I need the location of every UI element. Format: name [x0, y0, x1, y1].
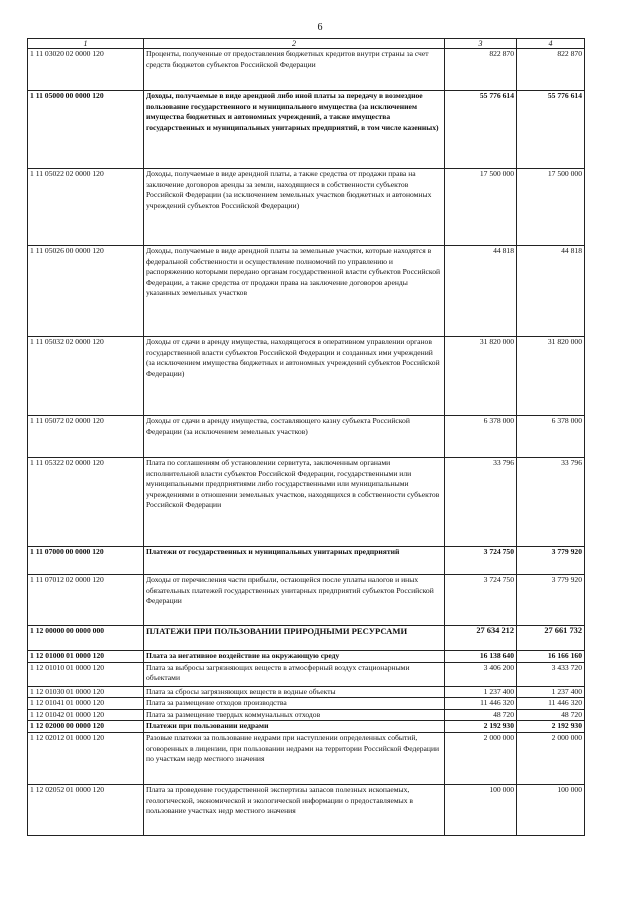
amount-column-3-cell: 3 724 750 [445, 547, 517, 575]
amount-column-4-cell: 11 446 320 [517, 698, 585, 710]
table-row [28, 246, 585, 337]
description-cell: Разовые платежи за пользование недрами при наступлении определенных событий, оговоренных в лицензии, при пользовании недрами на территории Российской Федерации по участкам недр местного значения [144, 732, 445, 784]
table-row [28, 91, 585, 169]
table-row [28, 662, 585, 686]
amount-column-3-cell: 3 724 750 [445, 575, 517, 626]
amount-column-4-cell: 55 776 614 [517, 91, 585, 169]
description-cell: ПЛАТЕЖИ ПРИ ПОЛЬЗОВАНИИ ПРИРОДНЫМИ РЕСУРСАМИ [144, 626, 445, 651]
budget-code-cell: 1 12 01041 01 0000 120 [28, 698, 144, 710]
amount-column-4-cell: 31 820 000 [517, 337, 585, 416]
amount-column-4-cell: 44 818 [517, 246, 585, 337]
budget-code-cell: 1 11 05026 00 0000 120 [28, 246, 144, 337]
column-number-1: 1 [28, 39, 144, 49]
description-cell: Плата по соглашениям об установлении сервитута, заключенным органами исполнительной власти субъектов Российской Федерации, государственными или муниципальными предприятиями либо государственными или муниципальными учреждениями в отношении земельных участков, находящихся в собственности субъектов Российской Федерации [144, 458, 445, 547]
table-row [28, 458, 585, 547]
description-cell: Плата за проведение государственной экспертизы запасов полезных ископаемых, геологической, экономической и экологической информации о предоставляемых в пользование участках недр местного значения [144, 784, 445, 835]
table-row [28, 575, 585, 626]
budget-code-cell: 1 11 05072 02 0000 120 [28, 416, 144, 458]
table-header-row [28, 39, 585, 49]
budget-code-cell: 1 12 01010 01 0000 120 [28, 662, 144, 686]
budget-code-cell: 1 11 05000 00 0000 120 [28, 91, 144, 169]
table-row [28, 337, 585, 416]
table-row [28, 626, 585, 651]
amount-column-3-cell: 822 870 [445, 49, 517, 91]
table-row [28, 784, 585, 835]
amount-column-4-cell: 33 796 [517, 458, 585, 547]
budget-code-cell: 1 11 07012 02 0000 120 [28, 575, 144, 626]
amount-column-4-cell: 822 870 [517, 49, 585, 91]
amount-column-3-cell: 44 818 [445, 246, 517, 337]
amount-column-3-cell: 33 796 [445, 458, 517, 547]
amount-column-4-cell: 27 661 732 [517, 626, 585, 651]
amount-column-3-cell: 2 192 930 [445, 721, 517, 733]
description-cell: Доходы, получаемые в виде арендной платы, а также средства от продажи права на заключение договоров аренды за земли, находящиеся в собственности субъектов Российской Федерации (за исключением земельных участков бюджетных и автономных учреждений субъектов Российской Федерации) [144, 169, 445, 246]
budget-code-cell: 1 11 05022 02 0000 120 [28, 169, 144, 246]
amount-column-4-cell: 2 000 000 [517, 732, 585, 784]
description-cell: Доходы, получаемые в виде арендной платы за земельные участки, которые находятся в федеральной собственности и осуществление полномочий по управлению и распоряжению которыми передано органам государственной власти субъектов Российской Федерации, а также средства от продажи права на заключение договоров аренды указанных земельных участков [144, 246, 445, 337]
table-row [28, 651, 585, 663]
budget-code-cell: 1 12 01030 01 0000 120 [28, 686, 144, 698]
description-cell: Плата за выбросы загрязняющих веществ в атмосферный воздух стационарными объектами [144, 662, 445, 686]
budget-code-cell: 1 11 07000 00 0000 120 [28, 547, 144, 575]
budget-code-cell: 1 12 02012 01 0000 120 [28, 732, 144, 784]
table-row [28, 721, 585, 733]
amount-column-4-cell: 48 720 [517, 709, 585, 721]
amount-column-4-cell: 16 166 160 [517, 651, 585, 663]
column-number-3: 3 [445, 39, 517, 49]
description-cell: Плата за сбросы загрязняющих веществ в водные объекты [144, 686, 445, 698]
budget-code-cell: 1 12 02052 01 0000 120 [28, 784, 144, 835]
description-cell: Плата за негативное воздействие на окружающую среду [144, 651, 445, 663]
budget-code-cell: 1 11 05322 02 0000 120 [28, 458, 144, 547]
amount-column-4-cell: 3 779 920 [517, 575, 585, 626]
table-row [28, 732, 585, 784]
description-cell: Доходы, получаемые в виде арендной либо иной платы за передачу в возмездное пользование государственного и муниципального имущества (за исключением имущества бюджетных и автономных учреждений, а также имущества государственных и муниципальных унитарных предприятий, в том числе казенных) [144, 91, 445, 169]
table-row [28, 698, 585, 710]
amount-column-3-cell: 27 634 212 [445, 626, 517, 651]
table-row [28, 686, 585, 698]
description-cell: Плата за размещение твердых коммунальных отходов [144, 709, 445, 721]
amount-column-3-cell: 48 720 [445, 709, 517, 721]
description-cell: Доходы от сдачи в аренду имущества, находящегося в оперативном управлении органов государственной власти субъектов Российской Федерации и созданных ими учреждений (за исключением имущества бюджетных и автономных учреждений субъектов Российской Федерации) [144, 337, 445, 416]
description-cell: Платежи при пользовании недрами [144, 721, 445, 733]
description-cell: Доходы от сдачи в аренду имущества, составляющего казну субъекта Российской Федерации (за исключением земельных участков) [144, 416, 445, 458]
budget-code-cell: 1 12 02000 00 0000 120 [28, 721, 144, 733]
amount-column-4-cell: 1 237 400 [517, 686, 585, 698]
column-number-2: 2 [144, 39, 445, 49]
amount-column-3-cell: 55 776 614 [445, 91, 517, 169]
page-number: 6 [317, 22, 323, 33]
amount-column-4-cell: 2 192 930 [517, 721, 585, 733]
table-row [28, 49, 585, 91]
budget-code-cell: 1 12 00000 00 0000 000 [28, 626, 144, 651]
table-row [28, 169, 585, 246]
amount-column-4-cell: 17 500 000 [517, 169, 585, 246]
budget-code-cell: 1 12 01042 01 0000 120 [28, 709, 144, 721]
budget-code-cell: 1 11 05032 02 0000 120 [28, 337, 144, 416]
amount-column-4-cell: 6 378 000 [517, 416, 585, 458]
amount-column-3-cell: 16 138 640 [445, 651, 517, 663]
budget-revenue-table [27, 38, 585, 836]
amount-column-4-cell: 3 433 720 [517, 662, 585, 686]
description-cell: Проценты, полученные от предоставления бюджетных кредитов внутри страны за счет средств бюджетов субъектов Российской Федерации [144, 49, 445, 91]
amount-column-4-cell: 100 000 [517, 784, 585, 835]
table-row [28, 416, 585, 458]
amount-column-3-cell: 11 446 320 [445, 698, 517, 710]
amount-column-3-cell: 6 378 000 [445, 416, 517, 458]
column-number-4: 4 [517, 39, 585, 49]
budget-code-cell: 1 12 01000 01 0000 120 [28, 651, 144, 663]
amount-column-3-cell: 17 500 000 [445, 169, 517, 246]
amount-column-3-cell: 1 237 400 [445, 686, 517, 698]
description-cell: Плата за размещение отходов производства [144, 698, 445, 710]
description-cell: Платежи от государственных и муниципальных унитарных предприятий [144, 547, 445, 575]
description-cell: Доходы от перечисления части прибыли, остающейся после уплаты налогов и иных обязательных платежей государственных унитарных предприятий субъектов Российской Федерации [144, 575, 445, 626]
amount-column-4-cell: 3 779 920 [517, 547, 585, 575]
table-row [28, 709, 585, 721]
amount-column-3-cell: 3 406 200 [445, 662, 517, 686]
budget-code-cell: 1 11 03020 02 0000 120 [28, 49, 144, 91]
amount-column-3-cell: 100 000 [445, 784, 517, 835]
amount-column-3-cell: 2 000 000 [445, 732, 517, 784]
amount-column-3-cell: 31 820 000 [445, 337, 517, 416]
table-row [28, 547, 585, 575]
